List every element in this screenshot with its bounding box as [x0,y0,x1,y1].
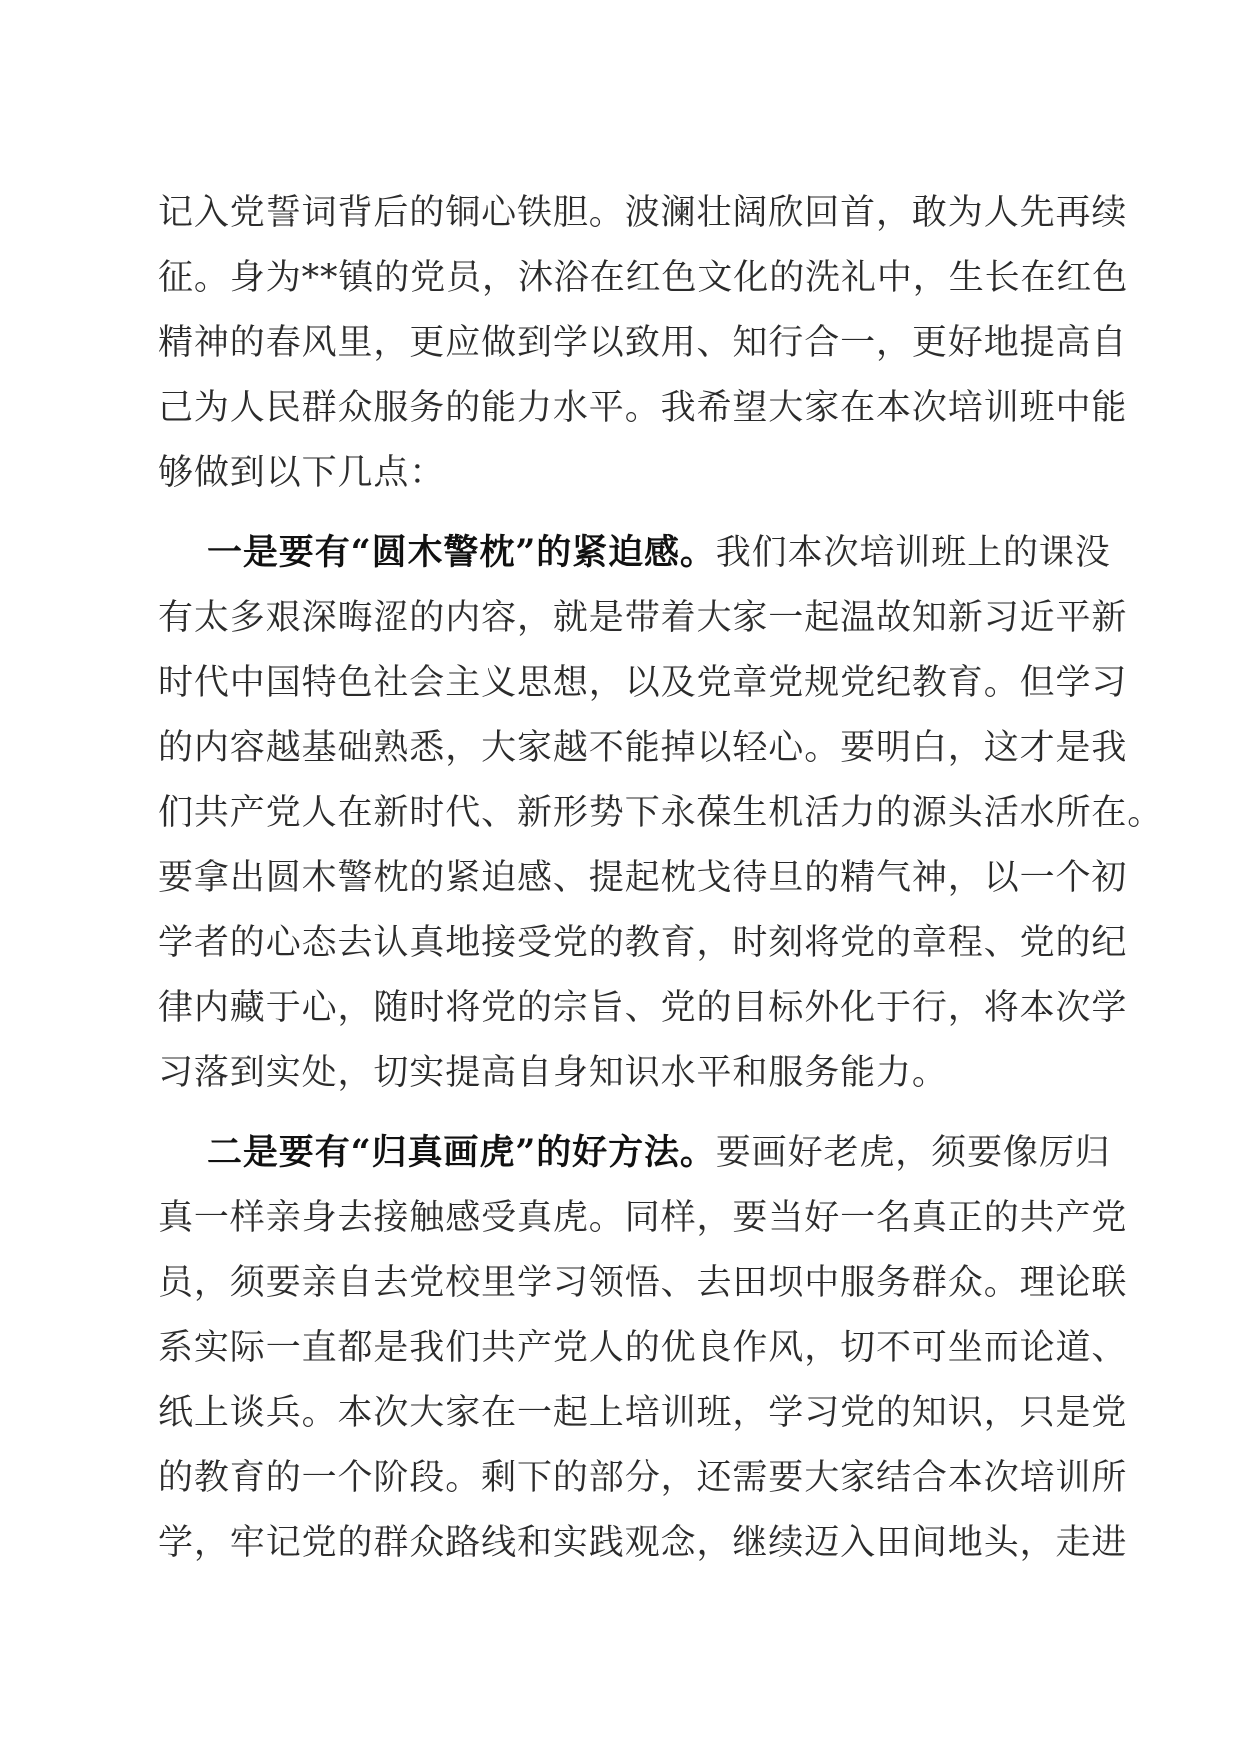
paragraph-1-line-1: 记入党誓词背后的铜心铁胆。波澜壮阔欣回首，敢为人先再续 [158,193,1128,233]
paragraph-1-line-2: 征。身为**镇的党员，沐浴在红色文化的洗礼中，生长在红色 [158,258,1129,298]
paragraph-2-line-1 [207,531,1111,575]
paragraph-3-heading: 二是要有“归真画虎”的好方法。 [207,1132,716,1173]
paragraph-3-line-4: 系实际一直都是我们共产党人的优良作风，切不可坐而论道、 [158,1328,1128,1368]
paragraph-3-line-1 [207,1131,1111,1175]
paragraph-3-line-6: 的教育的一个阶段。剩下的部分，还需要大家结合本次培训所 [158,1458,1128,1498]
paragraph-3-line-7: 学，牢记党的群众路线和实践观念，继续迈入田间地头，走进 [158,1523,1128,1563]
paragraph-2-line-3: 时代中国特色社会主义思想，以及党章党规党纪教育。但学习 [158,663,1128,703]
paragraph-2-line-5: 们共产党人在新时代、新形势下永葆生机活力的源头活水所在。 [158,793,1164,833]
paragraph-3-line-3: 员，须要亲自去党校里学习领悟、去田坝中服务群众。理论联 [158,1263,1128,1303]
paragraph-2-line-8: 律内藏于心，随时将党的宗旨、党的目标外化于行，将本次学 [158,988,1128,1028]
paragraph-1-line-4: 己为人民群众服务的能力水平。我希望大家在本次培训班中能 [158,388,1128,428]
paragraph-3-line-2: 真一样亲身去接触感受真虎。同样，要当好一名真正的共产党 [158,1198,1128,1238]
paragraph-1-line-5: 够做到以下几点： [158,453,446,493]
paragraph-1-line-3: 精神的春风里，更应做到学以致用、知行合一，更好地提高自 [158,323,1128,363]
paragraph-2-line-6: 要拿出圆木警枕的紧迫感、提起枕戈待旦的精气神，以一个初 [158,858,1128,898]
paragraph-2-line-7: 学者的心态去认真地接受党的教育，时刻将党的章程、党的纪 [158,923,1128,963]
paragraph-2-heading: 一是要有“圆木警枕”的紧迫感。 [207,532,716,573]
paragraph-3-line-1-rest: 要画好老虎，须要像厉归 [715,1133,1111,1173]
paragraph-2-line-2: 有太多艰深晦涩的内容，就是带着大家一起温故知新习近平新 [158,598,1128,638]
paragraph-2-line-1-rest: 我们本次培训班上的课没 [715,533,1111,573]
paragraph-3-line-5: 纸上谈兵。本次大家在一起上培训班，学习党的知识，只是党 [158,1393,1128,1433]
paragraph-2-line-4: 的内容越基础熟悉，大家越不能掉以轻心。要明白，这才是我 [158,728,1128,768]
paragraph-2-line-9: 习落到实处，切实提高自身知识水平和服务能力。 [158,1053,948,1093]
